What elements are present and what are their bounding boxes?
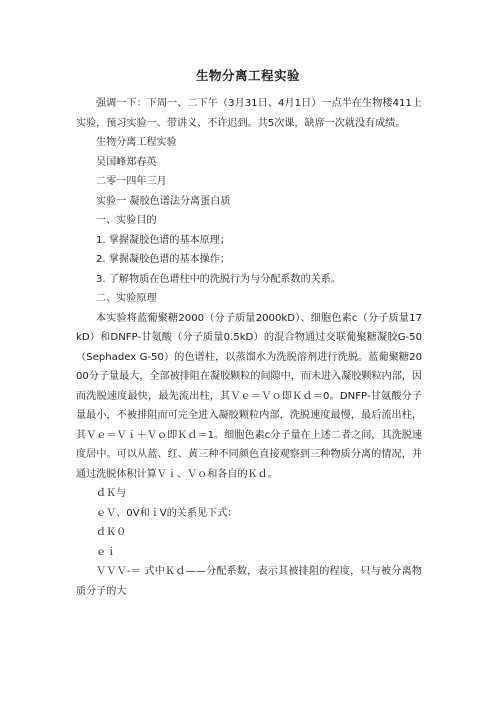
paragraph: 吴国峰郑春英 bbox=[96, 156, 157, 168]
formula-fragment: ｅＶ、0V和ｉV的关系见下式： bbox=[96, 507, 238, 519]
formula-fragment: ｄＫ与 bbox=[96, 488, 127, 499]
paragraph: 生物分离工程实验 bbox=[96, 137, 177, 148]
list-item: 2. 掌握凝胶色谱的基本操作； bbox=[96, 254, 230, 265]
document-title: 生物分离工程实验 bbox=[195, 68, 300, 83]
document-body bbox=[76, 94, 422, 601]
section-heading: 二、实验原理 bbox=[96, 293, 157, 304]
formula-fragment: ｅｉ bbox=[96, 546, 117, 558]
paragraph: ＶＶＶ-＝ 式中Ｋｄ——分配系数，表示其被排阻的程度，只与被分离物质分子的大 bbox=[76, 566, 422, 597]
list-item: 1. 掌握凝胶色谱的基本原理； bbox=[96, 234, 230, 246]
formula-fragment: ｄＫ０ bbox=[96, 527, 127, 538]
paragraph: 强调一下：下周一、二下午（3月31日、4月1日）一点半在生物楼411上实验，预习实验一、带讲义、不许迟到。共5次课，缺席一次就没有成绩。 bbox=[76, 98, 422, 129]
section-heading: 实验一 凝胶色谱法分离蛋白质 bbox=[96, 195, 231, 207]
paragraph: 本实验将蓝葡聚糖2000（分子质量2000kD）、细胞色素c（分子质量17kD）和DNFP-甘氨酸（分子质量0.5kD）的混合物通过交联葡聚糖凝胶G-50（Sephadex G-50）的色谱柱，以蒸馏水为洗脱溶剂进行洗脱。蓝葡聚糖2000分子量最大，全部被排阻在凝胶颗粒的间隙中，而未进入凝胶颗粒内部，因而洗脱速度最快，最先流出柱，其Ｖｅ＝Ｖｏ即Ｋｄ＝0。DNFP-甘氨酸分子量最小，不被排阻而可完全进入凝胶颗粒内部，洗脱速度最慢，最后流出柱，其Ｖｅ＝Ｖｉ＋Ｖｏ即Ｋｄ＝1。细胞色素c分子量在上述二者之间，其洗脱速度居中。可以从蓝、红、黄三种不同颜色直接观察到三种物质分离的情况，并通过洗脱体积计算Ｖｉ、Ｖｏ和各自的Ｋｄ。 bbox=[76, 312, 422, 480]
list-item: 3. 了解物质在色谱柱中的洗脱行为与分配系数的关系。 bbox=[96, 273, 341, 285]
section-heading: 一、实验目的 bbox=[96, 215, 157, 226]
paragraph: 二零一四年三月 bbox=[96, 176, 167, 187]
